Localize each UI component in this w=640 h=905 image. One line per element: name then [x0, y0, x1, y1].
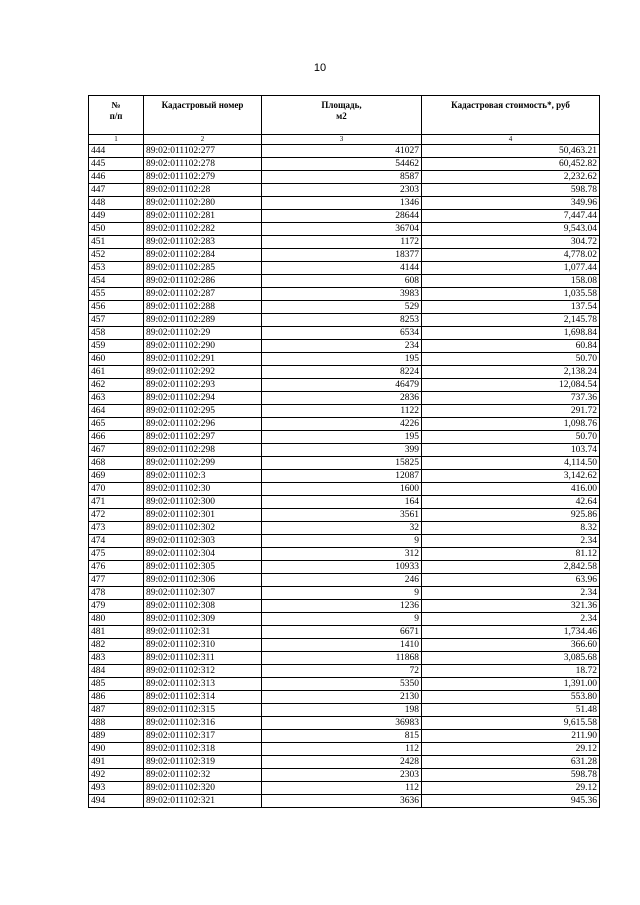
- cadastral-cost-cell: 349.96: [422, 197, 600, 210]
- area-cell: 4144: [262, 262, 422, 275]
- area-cell: 312: [262, 548, 422, 561]
- table-row: [89, 665, 600, 678]
- table-row: [89, 587, 600, 600]
- table-row: [89, 236, 600, 249]
- table-body: [89, 145, 600, 808]
- table-row: [89, 457, 600, 470]
- row-number-cell: 469: [89, 470, 144, 483]
- cadastral-number-cell: 89:02:011102:317: [144, 730, 262, 743]
- column-number-row: [89, 135, 600, 145]
- cadastral-number-cell: 89:02:011102:293: [144, 379, 262, 392]
- area-cell: 112: [262, 782, 422, 795]
- cadastral-cost-cell: 598.78: [422, 769, 600, 782]
- cadastral-cost-cell: 103.74: [422, 444, 600, 457]
- cadastral-cost-cell: 321.36: [422, 600, 600, 613]
- cadastral-cost-cell: 1,077.44: [422, 262, 600, 275]
- cadastral-cost-cell: 50,463.21: [422, 145, 600, 158]
- row-number-cell: 449: [89, 210, 144, 223]
- row-number-cell: 477: [89, 574, 144, 587]
- header-area: Площадь, м2: [262, 96, 422, 135]
- table-row: [89, 574, 600, 587]
- area-cell: 9: [262, 587, 422, 600]
- cadastral-number-cell: 89:02:011102:291: [144, 353, 262, 366]
- row-number-cell: 472: [89, 509, 144, 522]
- row-number-cell: 445: [89, 158, 144, 171]
- table-row: [89, 730, 600, 743]
- cadastral-number-cell: 89:02:011102:302: [144, 522, 262, 535]
- row-number-cell: 470: [89, 483, 144, 496]
- table-row: [89, 678, 600, 691]
- cadastral-number-cell: 89:02:011102:282: [144, 223, 262, 236]
- table-row: [89, 366, 600, 379]
- row-number-cell: 479: [89, 600, 144, 613]
- cadastral-cost-cell: 2,145.78: [422, 314, 600, 327]
- area-cell: 72: [262, 665, 422, 678]
- cadastral-number-cell: 89:02:011102:286: [144, 275, 262, 288]
- cadastral-number-cell: 89:02:011102:29: [144, 327, 262, 340]
- row-number-cell: 460: [89, 353, 144, 366]
- cadastral-cost-cell: 1,698.84: [422, 327, 600, 340]
- row-number-cell: 490: [89, 743, 144, 756]
- cadastral-cost-cell: 2.34: [422, 535, 600, 548]
- table-row: [89, 392, 600, 405]
- table-row: [89, 470, 600, 483]
- row-number-cell: 458: [89, 327, 144, 340]
- cadastral-number-cell: 89:02:011102:281: [144, 210, 262, 223]
- area-cell: 815: [262, 730, 422, 743]
- column-number: 1: [89, 135, 144, 145]
- cadastral-cost-cell: 291.72: [422, 405, 600, 418]
- cadastral-number-cell: 89:02:011102:290: [144, 340, 262, 353]
- column-number: 4: [422, 135, 600, 145]
- table-row: [89, 210, 600, 223]
- table-row: [89, 717, 600, 730]
- cadastral-number-cell: 89:02:011102:306: [144, 574, 262, 587]
- area-cell: 8224: [262, 366, 422, 379]
- cadastral-number-cell: 89:02:011102:288: [144, 301, 262, 314]
- table-row: [89, 626, 600, 639]
- area-cell: 1236: [262, 600, 422, 613]
- table-row: [89, 652, 600, 665]
- cadastral-cost-cell: 9,615.58: [422, 717, 600, 730]
- table-row: [89, 782, 600, 795]
- cadastral-cost-cell: 4,778.02: [422, 249, 600, 262]
- table-row: [89, 509, 600, 522]
- cadastral-number-cell: 89:02:011102:319: [144, 756, 262, 769]
- row-number-cell: 483: [89, 652, 144, 665]
- table-row: [89, 353, 600, 366]
- table-row: [89, 223, 600, 236]
- table-row: [89, 158, 600, 171]
- row-number-cell: 446: [89, 171, 144, 184]
- area-cell: 18377: [262, 249, 422, 262]
- cadastral-number-cell: 89:02:011102:304: [144, 548, 262, 561]
- row-number-cell: 462: [89, 379, 144, 392]
- table-row: [89, 197, 600, 210]
- row-number-cell: 481: [89, 626, 144, 639]
- area-cell: 41027: [262, 145, 422, 158]
- area-cell: 195: [262, 353, 422, 366]
- table-row: [89, 249, 600, 262]
- area-cell: 11868: [262, 652, 422, 665]
- cadastral-number-cell: 89:02:011102:300: [144, 496, 262, 509]
- cadastral-number-cell: 89:02:011102:30: [144, 483, 262, 496]
- cadastral-number-cell: 89:02:011102:312: [144, 665, 262, 678]
- cadastral-cost-cell: 304.72: [422, 236, 600, 249]
- cadastral-cost-cell: 1,391.00: [422, 678, 600, 691]
- area-cell: 9: [262, 613, 422, 626]
- area-cell: 195: [262, 431, 422, 444]
- area-cell: 2836: [262, 392, 422, 405]
- row-number-cell: 448: [89, 197, 144, 210]
- row-number-cell: 467: [89, 444, 144, 457]
- area-cell: 3636: [262, 795, 422, 808]
- cadastral-number-cell: 89:02:011102:308: [144, 600, 262, 613]
- row-number-cell: 454: [89, 275, 144, 288]
- row-number-cell: 464: [89, 405, 144, 418]
- cadastral-number-cell: 89:02:011102:305: [144, 561, 262, 574]
- table-row: [89, 431, 600, 444]
- cadastral-number-cell: 89:02:011102:310: [144, 639, 262, 652]
- table-row: [89, 639, 600, 652]
- cadastral-number-cell: 89:02:011102:32: [144, 769, 262, 782]
- cadastral-cost-cell: 137.54: [422, 301, 600, 314]
- cadastral-number-cell: 89:02:011102:292: [144, 366, 262, 379]
- cadastral-cost-cell: 81.12: [422, 548, 600, 561]
- cadastral-cost-cell: 416.00: [422, 483, 600, 496]
- cadastral-number-cell: 89:02:011102:318: [144, 743, 262, 756]
- cadastral-cost-cell: 2,138.24: [422, 366, 600, 379]
- area-cell: 234: [262, 340, 422, 353]
- row-number-cell: 456: [89, 301, 144, 314]
- row-number-cell: 473: [89, 522, 144, 535]
- cadastral-cost-cell: 925.86: [422, 509, 600, 522]
- row-number-cell: 466: [89, 431, 144, 444]
- table-row: [89, 379, 600, 392]
- cadastral-cost-cell: 29.12: [422, 782, 600, 795]
- cadastral-cost-cell: 4,114.50: [422, 457, 600, 470]
- area-cell: 112: [262, 743, 422, 756]
- cadastral-number-cell: 89:02:011102:285: [144, 262, 262, 275]
- cadastral-number-cell: 89:02:011102:311: [144, 652, 262, 665]
- area-cell: 6534: [262, 327, 422, 340]
- area-cell: 5350: [262, 678, 422, 691]
- cadastral-cost-cell: 945.36: [422, 795, 600, 808]
- row-number-cell: 487: [89, 704, 144, 717]
- table-row: [89, 795, 600, 808]
- cadastral-cost-cell: 598.78: [422, 184, 600, 197]
- cadastral-cost-cell: 7,447.44: [422, 210, 600, 223]
- table-row: [89, 769, 600, 782]
- area-cell: 12087: [262, 470, 422, 483]
- cadastral-number-cell: 89:02:011102:279: [144, 171, 262, 184]
- cadastral-number-cell: 89:02:011102:277: [144, 145, 262, 158]
- cadastral-cost-cell: 60.84: [422, 340, 600, 353]
- cadastral-number-cell: 89:02:011102:280: [144, 197, 262, 210]
- table-row: [89, 444, 600, 457]
- cadastral-cost-cell: 631.28: [422, 756, 600, 769]
- cadastral-cost-cell: 553.80: [422, 691, 600, 704]
- cadastral-number-cell: 89:02:011102:295: [144, 405, 262, 418]
- cadastral-cost-cell: 50.70: [422, 353, 600, 366]
- table-row: [89, 288, 600, 301]
- area-cell: 6671: [262, 626, 422, 639]
- column-number: 3: [262, 135, 422, 145]
- row-number-cell: 468: [89, 457, 144, 470]
- cadastral-cost-cell: 3,085.68: [422, 652, 600, 665]
- table-row: [89, 743, 600, 756]
- cadastral-cost-cell: 2.34: [422, 587, 600, 600]
- area-cell: 3561: [262, 509, 422, 522]
- table-header-row: [89, 96, 600, 135]
- area-cell: 608: [262, 275, 422, 288]
- table-row: [89, 756, 600, 769]
- area-cell: 36983: [262, 717, 422, 730]
- cadastral-number-cell: 89:02:011102:298: [144, 444, 262, 457]
- area-cell: 2303: [262, 184, 422, 197]
- table-row: [89, 691, 600, 704]
- area-cell: 8253: [262, 314, 422, 327]
- area-cell: 54462: [262, 158, 422, 171]
- row-number-cell: 465: [89, 418, 144, 431]
- page-number: 10: [313, 62, 327, 74]
- row-number-cell: 451: [89, 236, 144, 249]
- cadastral-cost-cell: 51.48: [422, 704, 600, 717]
- area-cell: 399: [262, 444, 422, 457]
- cadastral-cost-cell: 60,452.82: [422, 158, 600, 171]
- cadastral-cost-cell: 63.96: [422, 574, 600, 587]
- cadastral-number-cell: 89:02:011102:301: [144, 509, 262, 522]
- area-cell: 1600: [262, 483, 422, 496]
- area-cell: 2428: [262, 756, 422, 769]
- table-row: [89, 704, 600, 717]
- area-cell: 28644: [262, 210, 422, 223]
- row-number-cell: 491: [89, 756, 144, 769]
- header-cadastral-cost: Кадастровая стоимость*, руб: [422, 96, 600, 135]
- cadastral-cost-cell: 9,543.04: [422, 223, 600, 236]
- cadastral-number-cell: 89:02:011102:287: [144, 288, 262, 301]
- table-row: [89, 405, 600, 418]
- cadastral-number-cell: 89:02:011102:31: [144, 626, 262, 639]
- cadastral-number-cell: 89:02:011102:313: [144, 678, 262, 691]
- row-number-cell: 485: [89, 678, 144, 691]
- area-cell: 246: [262, 574, 422, 587]
- table-row: [89, 184, 600, 197]
- row-number-cell: 453: [89, 262, 144, 275]
- cadastral-number-cell: 89:02:011102:303: [144, 535, 262, 548]
- area-cell: 1346: [262, 197, 422, 210]
- cadastral-cost-cell: 50.70: [422, 431, 600, 444]
- row-number-cell: 459: [89, 340, 144, 353]
- area-cell: 8587: [262, 171, 422, 184]
- cadastral-cost-cell: 2.34: [422, 613, 600, 626]
- cadastral-cost-cell: 158.08: [422, 275, 600, 288]
- cadastral-number-cell: 89:02:011102:28: [144, 184, 262, 197]
- cadastral-number-cell: 89:02:011102:320: [144, 782, 262, 795]
- table-row: [89, 340, 600, 353]
- area-cell: 2303: [262, 769, 422, 782]
- table-row: [89, 561, 600, 574]
- cadastral-cost-cell: 2,842.58: [422, 561, 600, 574]
- cadastral-number-cell: 89:02:011102:284: [144, 249, 262, 262]
- row-number-cell: 494: [89, 795, 144, 808]
- area-cell: 46479: [262, 379, 422, 392]
- table-row: [89, 613, 600, 626]
- table-row: [89, 522, 600, 535]
- row-number-cell: 489: [89, 730, 144, 743]
- cadastral-number-cell: 89:02:011102:3: [144, 470, 262, 483]
- cadastral-number-cell: 89:02:011102:296: [144, 418, 262, 431]
- row-number-cell: 463: [89, 392, 144, 405]
- table-row: [89, 262, 600, 275]
- cadastral-cost-cell: 2,232.62: [422, 171, 600, 184]
- cadastral-number-cell: 89:02:011102:307: [144, 587, 262, 600]
- area-cell: 164: [262, 496, 422, 509]
- row-number-cell: 474: [89, 535, 144, 548]
- area-cell: 1410: [262, 639, 422, 652]
- area-cell: 3983: [262, 288, 422, 301]
- row-number-cell: 447: [89, 184, 144, 197]
- area-cell: 529: [262, 301, 422, 314]
- cadastral-number-cell: 89:02:011102:309: [144, 613, 262, 626]
- table-row: [89, 483, 600, 496]
- cadastral-cost-cell: 29.12: [422, 743, 600, 756]
- cadastral-number-cell: 89:02:011102:278: [144, 158, 262, 171]
- row-number-cell: 450: [89, 223, 144, 236]
- area-cell: 32: [262, 522, 422, 535]
- row-number-cell: 452: [89, 249, 144, 262]
- table-row: [89, 496, 600, 509]
- cadastral-cost-cell: 737.36: [422, 392, 600, 405]
- cadastral-number-cell: 89:02:011102:314: [144, 691, 262, 704]
- area-cell: 198: [262, 704, 422, 717]
- table-row: [89, 418, 600, 431]
- header-cadastral-number: Кадастровый номер: [144, 96, 262, 135]
- row-number-cell: 480: [89, 613, 144, 626]
- row-number-cell: 461: [89, 366, 144, 379]
- cadastral-cost-cell: 1,035.58: [422, 288, 600, 301]
- table-row: [89, 275, 600, 288]
- table-row: [89, 600, 600, 613]
- cadastral-cost-cell: 42.64: [422, 496, 600, 509]
- row-number-cell: 476: [89, 561, 144, 574]
- header-row-number: № п/п: [89, 96, 144, 135]
- row-number-cell: 482: [89, 639, 144, 652]
- cadastral-table: [88, 95, 600, 808]
- table-row: [89, 535, 600, 548]
- cadastral-number-cell: 89:02:011102:321: [144, 795, 262, 808]
- table-row: [89, 548, 600, 561]
- cadastral-cost-cell: 12,084.54: [422, 379, 600, 392]
- table-row: [89, 145, 600, 158]
- table-row: [89, 301, 600, 314]
- cadastral-cost-cell: 366.60: [422, 639, 600, 652]
- cadastral-cost-cell: 18.72: [422, 665, 600, 678]
- row-number-cell: 457: [89, 314, 144, 327]
- cadastral-number-cell: 89:02:011102:299: [144, 457, 262, 470]
- area-cell: 36704: [262, 223, 422, 236]
- cadastral-number-cell: 89:02:011102:294: [144, 392, 262, 405]
- cadastral-number-cell: 89:02:011102:283: [144, 236, 262, 249]
- table-row: [89, 314, 600, 327]
- area-cell: 1122: [262, 405, 422, 418]
- row-number-cell: 488: [89, 717, 144, 730]
- cadastral-number-cell: 89:02:011102:315: [144, 704, 262, 717]
- table-row: [89, 327, 600, 340]
- area-cell: 10933: [262, 561, 422, 574]
- area-cell: 2130: [262, 691, 422, 704]
- row-number-cell: 475: [89, 548, 144, 561]
- row-number-cell: 444: [89, 145, 144, 158]
- area-cell: 9: [262, 535, 422, 548]
- area-cell: 1172: [262, 236, 422, 249]
- area-cell: 4226: [262, 418, 422, 431]
- cadastral-cost-cell: 1,734.46: [422, 626, 600, 639]
- table-row: [89, 171, 600, 184]
- area-cell: 15825: [262, 457, 422, 470]
- column-number: 2: [144, 135, 262, 145]
- cadastral-cost-cell: 1,098.76: [422, 418, 600, 431]
- row-number-cell: 493: [89, 782, 144, 795]
- cadastral-number-cell: 89:02:011102:297: [144, 431, 262, 444]
- row-number-cell: 484: [89, 665, 144, 678]
- cadastral-cost-cell: 211.90: [422, 730, 600, 743]
- cadastral-cost-cell: 3,142.62: [422, 470, 600, 483]
- row-number-cell: 486: [89, 691, 144, 704]
- row-number-cell: 455: [89, 288, 144, 301]
- row-number-cell: 471: [89, 496, 144, 509]
- row-number-cell: 478: [89, 587, 144, 600]
- cadastral-cost-cell: 8.32: [422, 522, 600, 535]
- cadastral-number-cell: 89:02:011102:289: [144, 314, 262, 327]
- row-number-cell: 492: [89, 769, 144, 782]
- cadastral-number-cell: 89:02:011102:316: [144, 717, 262, 730]
